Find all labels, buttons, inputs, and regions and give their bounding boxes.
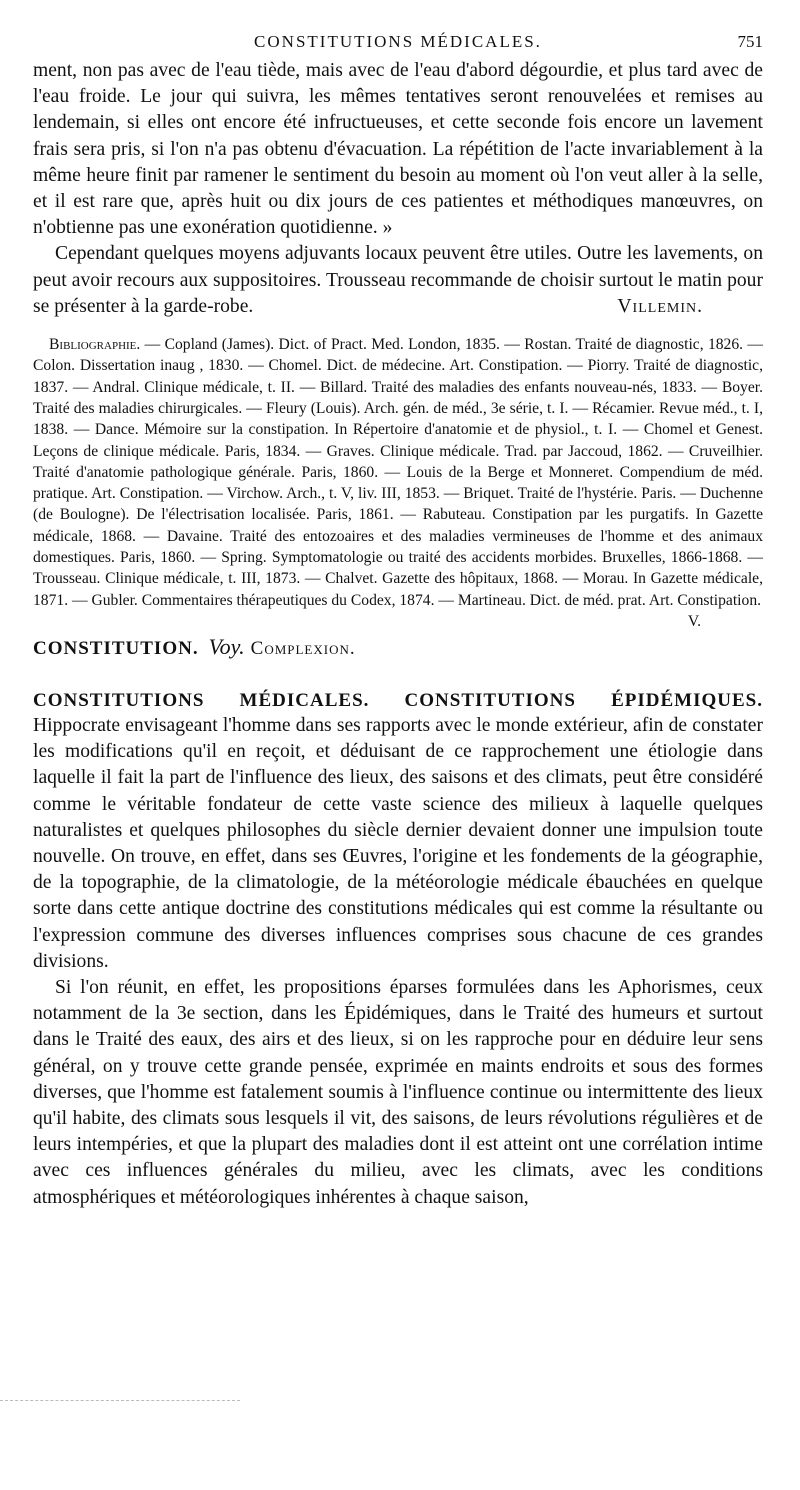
page-header (33, 28, 763, 58)
bibliography (33, 334, 763, 630)
author-signature: Villemin. (617, 295, 703, 317)
footer-rule (0, 1400, 240, 1402)
bibliography-signature: V. (687, 612, 701, 630)
bibliography-label: Bibliographie. (49, 336, 141, 354)
aphorismes-paragraph: Si l'on réunit, en effet, les propositions éparses formulées dans les Aphorismes, ceux notamment de la 3e section, dans les Épidémiques, dans le Traité des humeurs et surtout dans le Traité des eaux, des airs et des lieux, si on les rapproche pour en déduire leur sens général, on y trouve cette grande pensée, exprimée en maints endroits et sous des formes diverses, que l'homme est fatalement soumis à l'influence continue ou intermittente des lieux qu'il habite, des climats sous lesquels il vit, des saisons, de leurs révolutions régulières et de leurs intempéries, et que la plupart des maladies dont il est atteint ont une corrélation intime avec ces influences générales du milieu, avec les climats, avec les conditions atmosphériques et météorologiques inhérentes à chaque saison, (33, 976, 763, 1208)
running-title: CONSTITUTIONS MÉDICALES. (254, 32, 542, 51)
adjuvants-paragraph (33, 241, 763, 320)
document-page (33, 28, 763, 1211)
entry-cross-reference: Complexion. (250, 637, 356, 659)
page-number: 751 (737, 32, 763, 51)
constitution-entry (33, 633, 763, 663)
bibliography-text: — Copland (James). Dict. of Pract. Med. London, 1835. — Rostan. Traité de diagnostic, 1826. — Colon. Dissertation inaug , 1830. — Chomel. Dict. de médecine. Art. Constipation. — Piorry. Traité de diagnostic, 1837. — Andral. Clinique médicale, t. II. — Billard. Traité des maladies des enfants nouveau-nés, 1833. — Boyer. Traité des maladies chirurgicales. — Fleury (Louis). Arch. gén. de méd., 3e série, t. I. — Récamier. Revue méd., t. I, 1838. — Dance. Mémoire sur la constipation. In Répertoire d'anatomie et de physiol., t. I. — Chomel et Genest. Leçons de clinique médicale. Paris, 1834. — Graves. Clinique médicale. Trad. par Jaccoud, 1862. — Cruveilhier. Traité d'anatomie pathologique générale. Paris, 1860. — Louis de la Berge et Monneret. Compendium de méd. pratique. Art. Constipation. — Virchow. Arch., t. V, liv. III, 1853. — Briquet. Traité de l'hystérie. Paris. — Duchenne (de Boulogne). De l'électrisation localisée. Paris, 1861. — Rabuteau. Constipation par les purgatifs. In Gazette médicale, 1868. — Davaine. Traité des entozoaires et des maladies vermineuses de l'homme et des animaux domestiques. Paris, 1860. — Spring. Symptomatologie ou traité des accidents morbides. Bruxelles, 1866-1868. — Trousseau. Clinique médicale, t. III, 1873. — Chalvet. Gazette des hôpitaux, 1868. — Morau. In Gazette médicale, 1871. — Gubler. Commentaires thérapeutiques du Codex, 1874. — Martineau. Dict. de méd. prat. Art. Constipation. (33, 336, 763, 609)
section-heading: CONSTITUTIONS MÉDICALES. CONSTITUTIONS ÉPIDÉMIQUES. (33, 689, 763, 711)
entry-keyword: CONSTITUTION. (33, 637, 199, 659)
adjuvants-text: Cependant quelques moyens adjuvants locaux peuvent être utiles. Outre les lavements, on peut avoir recours aux suppositoires. Trousseau recommande de choisir surtout le matin pour se présenter à la garde-robe. (33, 243, 763, 317)
hippocrate-paragraph: Hippocrate envisageant l'homme dans ses rapports avec le monde extérieur, afin de constater les modifications qu'il en reçoit, et déduisant de ce rapprochement une étiologie dans laquelle il fait la part de l'influence des lieux, des saisons et des climats, peut être considéré comme le véritable fondateur de cette vaste science des milieux à laquelle quelques naturalistes et quelques philosophes du siècle dernier devaient donner une impulsion toute nouvelle. On trouve, en effet, dans ses Œuvres, l'origine et les fondements de la géographie, de la topographie, de la climatologie, de la météorologie médicale ébauchées en quelque sorte dans cette antique doctrine des constitutions médicales qui est comme la résultante ou l'expression commune des diverses influences comprises sous chacune de ces grandes divisions. (33, 714, 763, 972)
continuation-paragraph: ment, non pas avec de l'eau tiède, mais avec de l'eau d'abord dégourdie, et plus tard avec de l'eau froide. Le jour qui suivra, les mêmes tentatives seront renouvelées et remises au lendemain, si elles ont encore été infructueuses, et cette seconde fois encore un lavement frais sera pris, si l'on n'a pas obtenu d'évacuation. La répétition de l'acte invariablement à la même heure finit par ramener le sentiment du besoin au moment où l'on veut aller à la selle, et il est rare que, après huit ou dix jours de ces patientes et méthodiques manœuvres, on n'obtienne pas une exonération quotidienne. » (33, 60, 763, 239)
entry-voy: Voy. (208, 633, 245, 659)
